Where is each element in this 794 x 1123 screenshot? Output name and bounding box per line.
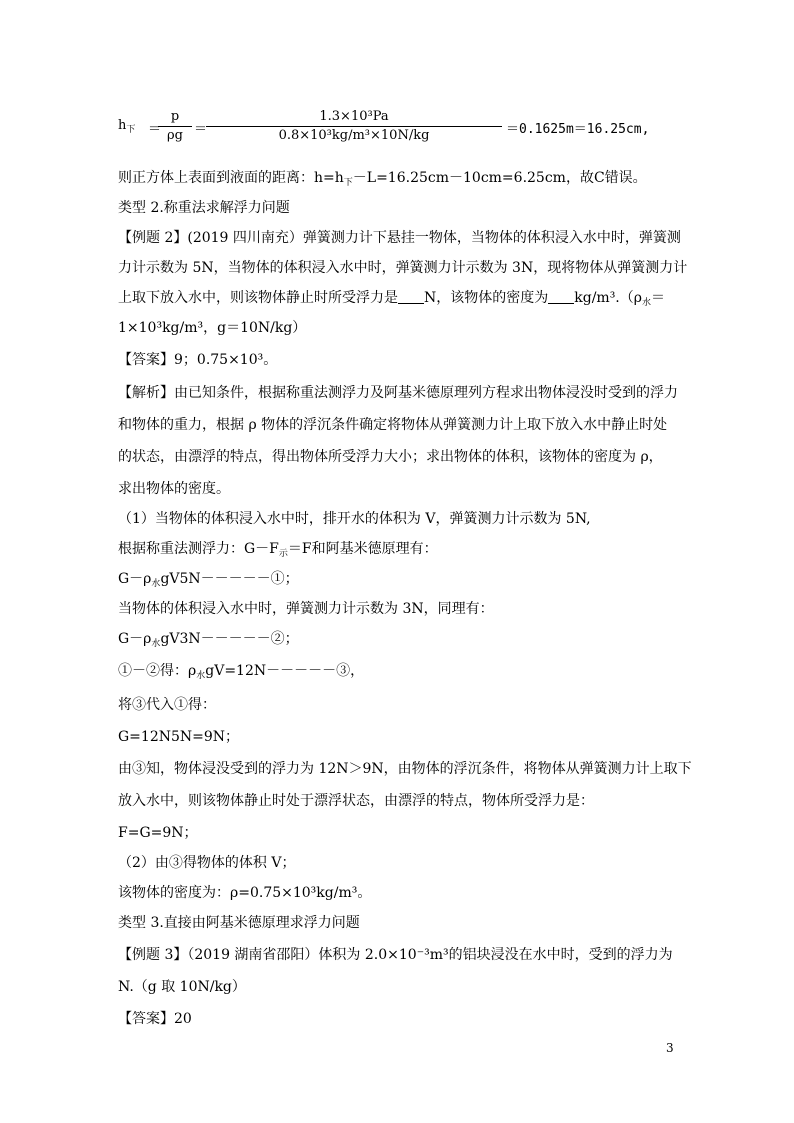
equation-line: F=G=9N； xyxy=(118,825,198,841)
text-line: 该物体的密度为：ρ=0.75×10³kg/m³。 xyxy=(118,885,372,901)
example-question: 【例题 3】（2019 湖南省邵阳）体积为 2.0×10⁻³m³的铝块浸没在水中时，受到的浮力为 xyxy=(118,947,673,963)
text-line: 上取下放入水中，则该物体静止时所受浮力是 N，该物体的密度为 $kg/m^3.(\rho_水=$ xyxy=(118,290,665,308)
equation-line: $G-\rho_水gV3N-----②$； xyxy=(118,631,299,649)
formula-fraction-1: p ρg xyxy=(158,108,192,145)
text-line: （1）当物体的体积浸入水中时，排开水的体积为 V，弹簧测力计示数为 5N, xyxy=(118,511,591,527)
answer-blank xyxy=(548,289,574,304)
text-line: 当物体的体积浸入水中时，弹簧测力计示数为 3N，同理有： xyxy=(118,601,494,617)
text-line: 的状态，由漂浮的特点，得出物体所受浮力大小；求出物体的体积，该物体的密度为 ρ， xyxy=(118,449,663,465)
analysis-line: 【解析】由已知条件，根据称重法测浮力及阿基米德原理列方程求出物体浸没时受到的浮力 xyxy=(118,385,678,401)
text-line: N.（g 取 10N/kg） xyxy=(118,979,246,995)
text-line: 则正方体上表面到液面的距离：$h=h_下-L=16.25cm-10cm=6.25cm$，故C错误。 xyxy=(118,170,647,188)
page-number: 3 xyxy=(666,1041,674,1055)
section-heading: 类型 3.直接由阿基米德原理求浮力问题 xyxy=(118,915,360,931)
formula-equals: ＝ xyxy=(194,122,208,137)
section-heading: 类型 2.称重法求解浮力问题 xyxy=(118,200,290,216)
formula-fraction-2: 1.3×10³Pa 0.8×10³kg/m³×10N/kg xyxy=(206,108,502,145)
text-line: 由③知，物体浸没受到的浮力为 12N＞9N，由物体的浮沉条件，将物体从弹簧测力计上取下 xyxy=(118,761,692,777)
formula-equals: ＝ xyxy=(148,122,162,137)
text-line: （2）由③得物体的体积 V； xyxy=(118,855,296,871)
formula-lhs: $h_下$ xyxy=(118,118,136,135)
answer-blank xyxy=(398,289,424,304)
equation-line: ①－②得：$\rho_水gV=12N-----③$， xyxy=(118,663,365,681)
formula-result: ＝0.1625m＝16.25cm, xyxy=(506,122,650,137)
equation-line: $G-\rho_水gV5N-----①$； xyxy=(118,571,299,589)
text-line: 和物体的重力，根据 ρ 物体的浮沉条件确定将物体从弹簧测力计上取下放入水中静止时处 xyxy=(118,417,668,433)
answer-line: 【答案】9；0.75×10³。 xyxy=(118,352,278,368)
text-line: 力计示数为 5N，当物体的体积浸入水中时，弹簧测力计示数为 3N，现将物体从弹簧测力计 xyxy=(118,260,688,276)
equation-line: G=12N5N=9N； xyxy=(118,729,240,745)
answer-line: 【答案】20 xyxy=(118,1011,192,1027)
text-line: 根据称重法测浮力：$G-F_示=F$和阿基米德原理有： xyxy=(118,541,438,559)
text-line: 1×10³kg/m³，g＝10N/kg） xyxy=(118,320,307,336)
text-line: 放入水中，则该物体静止时处于漂浮状态，由漂浮的特点，物体所受浮力是： xyxy=(118,793,594,809)
text-line: 求出物体的密度。 xyxy=(118,481,230,497)
text-line: 将③代入①得： xyxy=(118,697,216,713)
example-question: 【例题 2】(2019 四川南充）弹簧测力计下悬挂一物体，当物体的体积浸入水中时，弹簧测 xyxy=(118,230,681,246)
